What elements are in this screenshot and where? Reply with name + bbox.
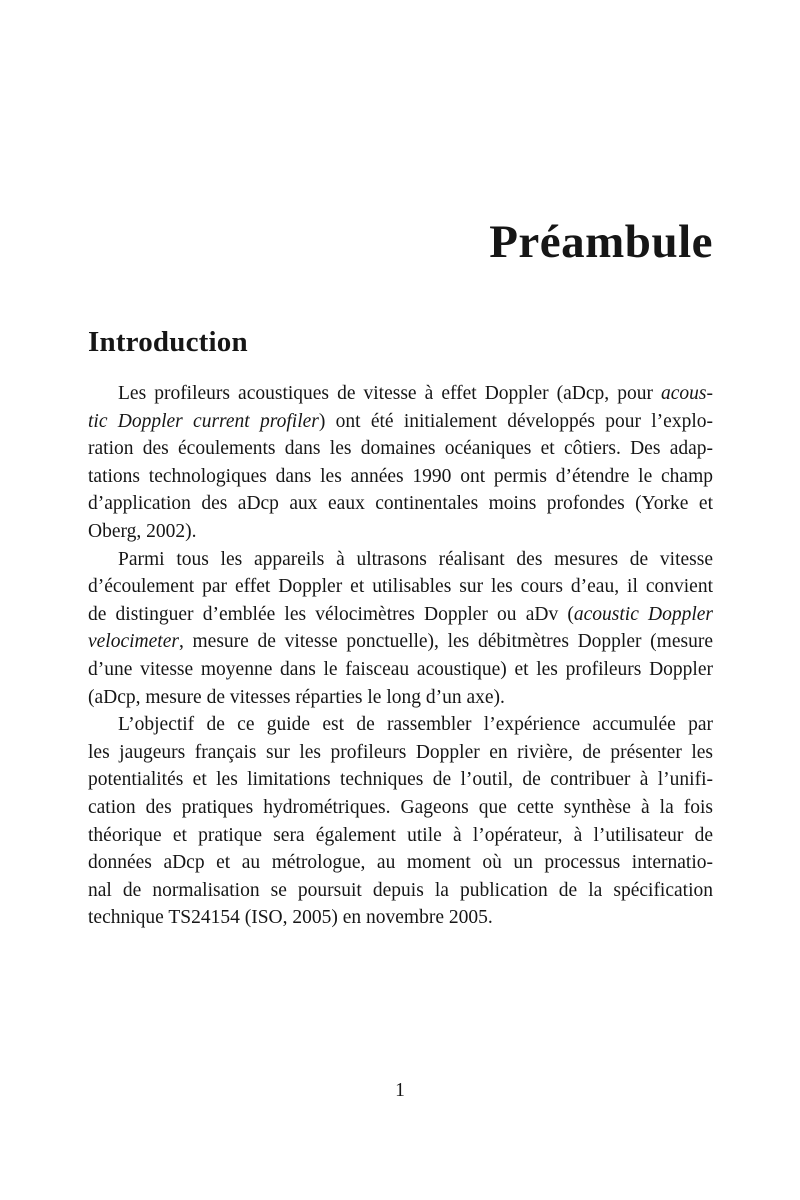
text-segment: (aDcp, mesure de vitesses réparties le long d’un axe). <box>88 686 505 708</box>
text-line <box>88 822 713 850</box>
italic-text-segment: acoustic Doppler <box>573 603 713 625</box>
text-segment: d’application des aDcp aux eaux continentales moins profondes (Yorke et <box>88 493 713 515</box>
text-segment: les jaugeurs français sur les profileurs Doppler en rivière, de présenter les <box>88 741 713 763</box>
text-line <box>88 904 713 932</box>
text-line <box>88 546 713 574</box>
paragraph <box>88 546 713 712</box>
text-line <box>88 849 713 877</box>
text-segment: de distinguer d’emblée les vélocimètres Doppler ou aDv ( <box>88 603 574 625</box>
italic-text-segment: velocimeter <box>88 631 179 653</box>
text-line <box>88 380 713 408</box>
text-segment: cation des pratiques hydrométriques. Gageons que cette synthèse à la fois <box>88 796 713 818</box>
text-line <box>88 601 713 629</box>
text-line <box>88 463 713 491</box>
text-segment: théorique et pratique sera également utile à l’opérateur, à l’utilisateur de <box>88 824 713 846</box>
text-segment: nal de normalisation se poursuit depuis la publication de la spécification <box>88 879 713 901</box>
text-line <box>88 573 713 601</box>
page-number: 1 <box>395 1080 405 1101</box>
text-line <box>88 711 713 739</box>
page-title: Préambule <box>489 216 713 268</box>
text-segment: ration des écoulements dans les domaines océaniques et côtiers. Des adap- <box>88 438 713 460</box>
paragraph <box>88 711 713 932</box>
italic-text-segment: acous- <box>661 383 713 404</box>
text-line <box>88 656 713 684</box>
italic-text-segment: tic Doppler current profiler <box>88 410 319 432</box>
text-segment: Les profileurs acoustiques de vitesse à effet Doppler (aDcp, pour <box>118 383 661 404</box>
text-line <box>88 628 713 656</box>
text-segment: Oberg, 2002). <box>88 520 197 542</box>
text-segment: technique TS24154 (ISO, 2005) en novembre 2005. <box>88 907 493 929</box>
text-line <box>88 739 713 767</box>
text-line <box>88 794 713 822</box>
text-segment: Parmi tous les appareils à ultrasons réalisant des mesures de vitesse <box>118 548 713 570</box>
text-segment: L’objectif de ce guide est de rassembler l’expérience accumulée par <box>118 714 713 736</box>
text-segment: potentialités et les limitations techniques de l’outil, de contribuer à l’unifi- <box>88 769 713 791</box>
text-segment: tations technologiques dans les années 1990 ont permis d’étendre le champ <box>88 465 713 487</box>
text-segment: , mesure de vitesse ponctuelle), les débitmètres Doppler (mesure <box>178 631 713 653</box>
text-segment: données aDcp et au métrologue, au moment où un processus internatio- <box>88 852 713 874</box>
section-heading: Introduction <box>88 326 248 358</box>
text-line <box>88 435 713 463</box>
text-segment: d’écoulement par effet Doppler et utilisables sur les cours d’eau, il convient <box>88 576 713 598</box>
text-segment: d’une vitesse moyenne dans le faisceau acoustique) et les profileurs Doppler <box>88 658 713 680</box>
text-line <box>88 684 713 712</box>
text-line <box>88 408 713 436</box>
text-segment: ) ont été initialement développés pour l’explo- <box>318 410 713 432</box>
text-line <box>88 518 713 546</box>
text-block <box>88 380 713 932</box>
text-line <box>88 766 713 794</box>
text-line <box>88 490 713 518</box>
text-line <box>88 877 713 905</box>
paragraph <box>88 380 713 546</box>
